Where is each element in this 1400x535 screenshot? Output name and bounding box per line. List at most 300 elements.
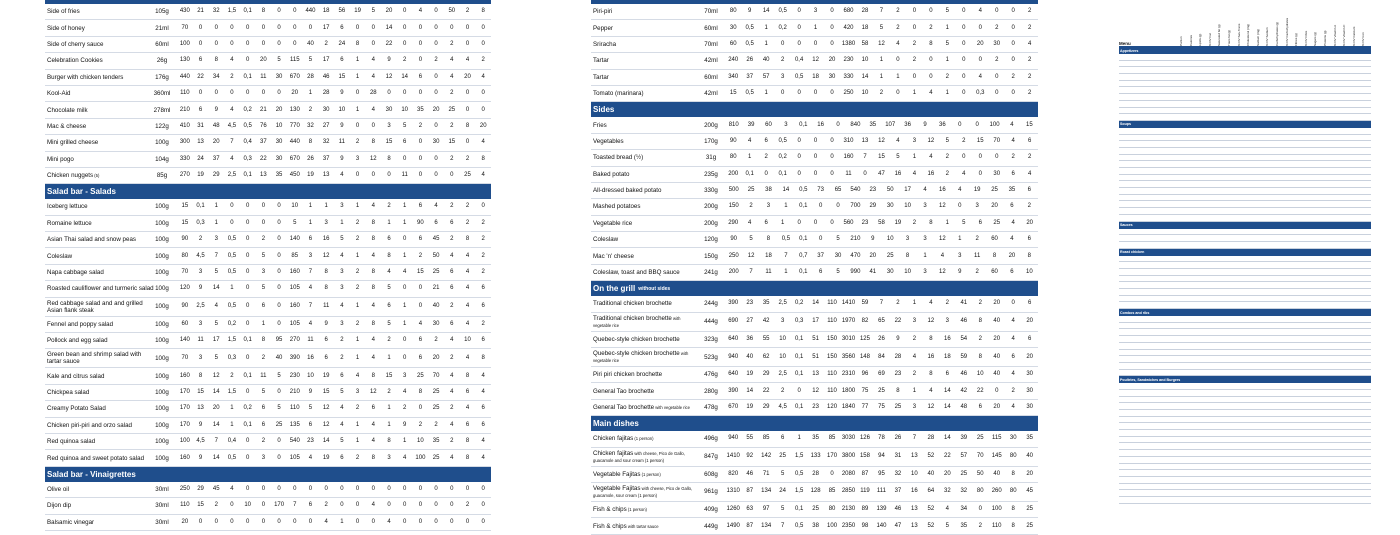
value-cell: 170	[179, 389, 190, 395]
value-cell: 3	[975, 203, 979, 210]
value-cell: 0	[434, 172, 438, 179]
value-cell: 22	[894, 318, 902, 325]
value-cell: 1380	[841, 40, 856, 47]
thumbnail-column-header: % DV Vitamin C	[1342, 24, 1347, 46]
value-cell: 0	[387, 172, 391, 179]
item-portion: 30ml	[155, 502, 169, 510]
value-cell: 0	[962, 57, 966, 64]
value-cell: 25	[747, 187, 755, 194]
value-cell: 9	[324, 320, 328, 327]
value-cell: 21	[197, 8, 204, 15]
value-cell: 7	[749, 269, 753, 276]
value-cell: 4	[978, 73, 982, 80]
value-cell: 4	[465, 320, 470, 327]
table-row	[45, 152, 491, 168]
value-cell: 0	[896, 90, 900, 97]
value-cell: 0	[277, 90, 281, 97]
value-cell: 28	[812, 470, 819, 477]
value-cell: 0	[481, 40, 485, 47]
value-cell: 2	[481, 252, 485, 259]
value-cell: 12	[927, 404, 935, 410]
value-cell: 22	[976, 387, 984, 394]
value-cell: 4	[308, 285, 313, 292]
value-cell: 200	[728, 269, 739, 276]
value-cell: 0	[371, 122, 375, 129]
value-cell: 130	[179, 57, 190, 64]
value-cell: 8	[465, 122, 470, 129]
value-cell: 6	[261, 303, 266, 310]
value-cell: 58	[878, 219, 885, 226]
value-cell: 140	[179, 337, 190, 344]
value-cell: 6	[764, 219, 768, 226]
value-cell: 10	[338, 106, 346, 113]
value-cell: 20	[828, 57, 836, 64]
value-cell: 2	[324, 40, 328, 47]
value-cell: 15	[417, 269, 424, 276]
table-row	[591, 150, 1038, 166]
value-cell: 1	[780, 219, 785, 226]
value-cell: 0	[830, 8, 834, 15]
value-cell: 37	[212, 155, 220, 162]
value-cell: 670	[728, 404, 739, 410]
value-cell: 9	[896, 335, 900, 342]
value-cell: 8	[766, 236, 771, 243]
value-cell: 2	[945, 300, 949, 307]
item-values	[725, 41, 1038, 48]
value-cell: 1	[308, 219, 313, 226]
value-cell: 105	[289, 320, 300, 327]
value-cell: 3	[780, 73, 785, 80]
value-cell: 6	[198, 57, 203, 64]
value-cell: 0	[403, 337, 407, 344]
thumbnail-column-header: Calories	[1188, 34, 1193, 46]
item-name-text: Vegetable Fajitas	[593, 470, 641, 478]
item-portion: 478g	[704, 404, 718, 411]
value-cell: 5	[261, 389, 266, 395]
value-cell: 1	[261, 320, 266, 327]
value-cell: 4	[929, 154, 933, 161]
thumbnail-row	[1119, 410, 1371, 417]
value-cell: 14	[401, 73, 409, 80]
item-name	[45, 203, 147, 210]
value-cell: 1,5	[227, 337, 237, 344]
item-portion: 496g	[704, 435, 718, 443]
value-cell: 12	[927, 137, 935, 144]
value-cell: 4	[1011, 318, 1015, 325]
value-cell: 0	[245, 518, 250, 525]
table-row	[45, 515, 491, 531]
table-row	[591, 53, 1038, 69]
value-cell: 46	[322, 73, 330, 80]
value-cell: 107	[885, 121, 896, 128]
item-values	[177, 236, 491, 243]
thumbnail-row	[1119, 329, 1371, 336]
value-cell: 3	[813, 8, 818, 15]
value-cell: 0	[797, 154, 801, 161]
value-cell: 0	[1011, 40, 1015, 47]
value-cell: 390	[728, 387, 739, 394]
value-cell: 20	[291, 90, 299, 97]
value-cell: 0	[995, 73, 999, 80]
value-cell: 134	[761, 488, 772, 495]
table-row	[591, 248, 1038, 264]
value-cell: 0	[830, 170, 834, 177]
value-cell: 2	[978, 522, 982, 529]
item-name-note: with vegetable rice	[593, 351, 689, 364]
table-row	[45, 102, 491, 118]
item-name	[591, 371, 697, 378]
value-cell: 2	[764, 154, 768, 161]
value-cell: 11	[338, 139, 345, 146]
value-cell: 2	[450, 155, 454, 162]
value-cell: 5	[749, 236, 753, 243]
thumbnail-row	[1119, 356, 1371, 363]
value-cell: 0,5	[781, 236, 791, 243]
value-cell: 0	[245, 24, 250, 31]
item-name-text: Balsamic vinegar	[47, 518, 95, 526]
value-cell: 24	[197, 155, 204, 162]
value-cell: 4,5	[227, 122, 237, 129]
item-values	[177, 389, 491, 396]
value-cell: 2130	[841, 506, 856, 513]
item-name	[45, 220, 147, 227]
value-cell: 0	[261, 90, 266, 97]
item-name	[591, 315, 697, 329]
value-cell: 6	[465, 389, 470, 395]
value-cell: 75	[861, 387, 869, 394]
item-name	[45, 172, 147, 179]
value-cell: 0	[450, 24, 454, 31]
value-cell: 8	[387, 438, 391, 445]
item-portion: 847g	[704, 453, 718, 461]
thumbnail-row	[1119, 229, 1371, 236]
value-cell: 18	[861, 24, 869, 31]
thumbnail-row	[1119, 302, 1371, 309]
value-cell: 3	[958, 252, 962, 259]
value-cell: 1	[340, 219, 344, 226]
value-cell: 6	[387, 236, 391, 243]
value-cell: 5	[836, 269, 840, 276]
value-cell: 40	[275, 354, 283, 361]
value-cell: 6	[1028, 300, 1032, 307]
value-cell: 60	[991, 269, 998, 276]
value-cell: 170	[827, 453, 838, 460]
item-name	[45, 253, 147, 260]
value-cell: 0,2	[243, 106, 252, 113]
value-cell: 4	[481, 389, 485, 395]
value-cell: 2	[1028, 57, 1032, 64]
value-cell: 4	[1011, 404, 1015, 410]
value-cell: 0	[293, 485, 297, 492]
value-cell: 25	[779, 453, 786, 460]
value-cell: 73	[817, 187, 824, 194]
value-cell: 0	[355, 90, 360, 97]
value-cell: 0,5	[243, 122, 252, 129]
value-cell: 50	[432, 252, 440, 259]
value-cell: 11	[260, 73, 267, 80]
value-cell: 7	[293, 502, 297, 509]
thumbnail-row	[1119, 74, 1371, 81]
thumbnail-column-header: % DV Vitamin A	[1332, 24, 1337, 46]
value-cell: 430	[179, 8, 190, 15]
thumbnail-row	[1119, 323, 1371, 330]
value-cell: 3	[945, 318, 949, 325]
thumbnail-row	[1119, 201, 1371, 208]
value-cell: 3560	[841, 353, 856, 360]
value-cell: 1	[355, 106, 360, 113]
value-cell: 14	[943, 404, 951, 410]
value-cell: 25	[464, 172, 471, 179]
thumbnail-row	[1119, 477, 1371, 484]
value-cell: 8	[465, 236, 470, 243]
table-row	[45, 265, 491, 281]
value-cell: 2	[355, 219, 360, 226]
value-cell: 2	[355, 454, 360, 461]
value-cell: 70	[993, 137, 1001, 144]
value-cell: 4	[465, 252, 470, 259]
item-name-text: Chocolate milk	[47, 106, 88, 114]
value-cell: 150	[827, 353, 838, 360]
value-cell: 4	[940, 252, 945, 259]
value-cell: 7	[784, 252, 788, 259]
table-row	[591, 296, 1038, 312]
value-cell: 3	[214, 236, 218, 243]
item-name-text: Quebec-style chicken brochette	[593, 335, 680, 343]
item-values	[177, 139, 491, 146]
value-cell: 20	[1026, 318, 1034, 325]
thumbnail-row	[1119, 181, 1371, 188]
item-name-text: Chicken piri-piri and orzo salad	[47, 421, 132, 429]
value-cell: 8	[324, 269, 328, 276]
value-cell: 0,1	[243, 372, 252, 379]
table-row	[45, 248, 491, 264]
value-cell: 6	[945, 371, 949, 378]
value-cell: 90	[730, 236, 738, 243]
value-cell: 37	[817, 252, 824, 259]
value-cell: 1490	[726, 522, 740, 529]
value-cell: 1	[355, 303, 360, 310]
value-cell: 0,5	[794, 522, 804, 529]
value-cell: 10	[779, 335, 786, 342]
value-cell: 6	[418, 354, 423, 361]
item-name-text: Fish & chips	[593, 506, 627, 514]
value-cell: 5	[308, 405, 313, 412]
value-cell: 32	[960, 488, 968, 495]
value-cell: 80	[181, 252, 189, 259]
value-cell: 8	[355, 40, 360, 47]
value-cell: 2,5	[196, 303, 205, 310]
value-cell: 4	[1010, 121, 1014, 128]
item-name-text: Piri piri chicken brochette	[593, 371, 663, 379]
item-name-text: Quebec-style chicken brochette	[593, 350, 680, 358]
value-cell: 2	[1028, 154, 1032, 161]
value-cell: 6	[450, 269, 454, 276]
value-cell: 8	[978, 318, 982, 325]
value-cell: 540	[850, 187, 861, 194]
value-cell: 0	[813, 90, 818, 97]
value-cell: 110	[827, 371, 837, 378]
value-cell: 0	[214, 24, 218, 31]
item-values	[725, 300, 1038, 307]
table-row	[45, 434, 491, 450]
table-row	[591, 518, 1038, 534]
value-cell: 0	[230, 40, 234, 47]
value-cell: 8	[481, 354, 485, 361]
value-cell: 840	[850, 121, 861, 128]
item-values	[725, 122, 1038, 129]
value-cell: 28	[894, 353, 902, 360]
value-cell: 6	[198, 106, 203, 113]
value-cell: 20	[993, 404, 1001, 410]
value-cell: 9	[958, 269, 962, 276]
value-cell: 16	[943, 335, 951, 342]
value-cell: 31	[894, 453, 902, 460]
value-cell: 0	[962, 154, 966, 161]
value-cell: 0	[929, 8, 933, 15]
value-cell: 0	[403, 40, 407, 47]
value-cell: 62	[762, 353, 770, 360]
value-cell: 390	[728, 300, 739, 307]
item-name	[45, 351, 147, 365]
value-cell: 25	[812, 506, 819, 513]
value-cell: 0	[245, 438, 250, 445]
table-row	[45, 232, 491, 248]
item-name	[591, 57, 697, 64]
value-cell: 0,1	[794, 404, 804, 410]
item-name	[45, 285, 154, 293]
value-cell: 135	[289, 421, 300, 428]
value-cell: 10	[886, 236, 894, 243]
thumbnail-row	[1119, 269, 1371, 276]
thumbnail-row	[1119, 289, 1371, 296]
value-cell: 8	[465, 454, 470, 461]
value-cell: 7	[912, 435, 917, 442]
thumbnail-row	[1119, 464, 1371, 471]
value-cell: 0	[958, 121, 962, 128]
value-cell: 14	[385, 24, 393, 31]
value-cell: 36	[904, 121, 911, 128]
value-cell: 2	[450, 40, 454, 47]
table-row	[45, 20, 491, 36]
value-cell: 0	[277, 320, 281, 327]
thumbnail-row	[1119, 383, 1371, 390]
item-values	[725, 203, 1038, 210]
item-values	[177, 303, 491, 310]
value-cell: 35	[1008, 187, 1016, 194]
value-cell: 0	[978, 24, 982, 31]
thumbnail-column-header: Carbohydrates (g)	[1274, 21, 1279, 46]
value-cell: 7	[879, 300, 884, 307]
value-cell: 0	[813, 170, 818, 177]
item-name	[45, 321, 147, 328]
value-cell: 6	[308, 236, 313, 243]
value-cell: 65	[878, 318, 885, 325]
value-cell: 15	[322, 389, 330, 395]
value-cell: 18	[322, 8, 330, 15]
item-values	[725, 354, 1038, 361]
value-cell: 25	[878, 387, 885, 394]
value-cell: 100	[179, 40, 190, 47]
value-cell: 160	[179, 372, 190, 379]
value-cell: 3	[324, 219, 328, 226]
value-cell: 14	[322, 438, 330, 445]
value-cell: 6	[450, 219, 454, 226]
value-cell: 20	[976, 40, 984, 47]
value-cell: 1	[784, 203, 788, 210]
value-cell: 18	[765, 252, 772, 259]
value-cell: 0,1	[243, 8, 252, 15]
value-cell: 0	[780, 40, 785, 47]
value-cell: 2	[418, 252, 423, 259]
item-portion: 30ml	[155, 518, 169, 526]
item-name	[45, 269, 147, 276]
value-cell: 8	[371, 139, 375, 146]
value-cell: 3	[766, 203, 771, 210]
value-cell: 18	[943, 353, 951, 360]
value-cell: 820	[728, 470, 739, 477]
value-cell: 0	[434, 518, 438, 525]
thumbnail-row	[1119, 423, 1371, 430]
value-cell: 0	[434, 155, 438, 162]
thumbnail-row	[1119, 128, 1371, 135]
value-cell: 0	[958, 203, 962, 210]
thumbnail-row	[1119, 316, 1371, 323]
value-cell: 105	[289, 454, 300, 461]
value-cell: 0,3	[243, 155, 252, 162]
item-portion: 449g	[704, 522, 718, 530]
value-cell: 60	[181, 320, 189, 327]
value-cell: 34	[212, 73, 220, 80]
table-row	[591, 502, 1038, 518]
value-cell: 139	[876, 506, 887, 513]
value-cell: 8	[1011, 522, 1015, 529]
value-cell: 14	[212, 454, 220, 461]
value-cell: 133	[810, 453, 821, 460]
value-cell: 16	[927, 170, 935, 177]
value-cell: 0	[340, 502, 344, 509]
value-cell: 2	[945, 73, 949, 80]
item-name	[45, 74, 147, 81]
value-cell: 5	[945, 40, 949, 47]
item-name	[591, 336, 697, 343]
value-cell: 87	[861, 470, 869, 477]
value-cell: 4	[371, 438, 375, 445]
value-cell: 80	[729, 8, 737, 15]
value-cell: 4	[481, 73, 485, 80]
value-cell: 7	[308, 269, 313, 276]
value-cell: 4	[450, 337, 454, 344]
value-cell: 6	[1010, 269, 1014, 276]
value-cell: 0	[830, 137, 834, 144]
value-cell: 260	[991, 488, 1002, 495]
item-values	[725, 435, 1038, 442]
item-portion: 100g	[155, 372, 169, 380]
value-cell: 6	[418, 236, 423, 243]
value-cell: 28	[369, 90, 377, 97]
item-portion: 100g	[155, 438, 169, 446]
value-cell: 0	[797, 24, 801, 31]
value-cell: 23	[812, 404, 819, 410]
item-name-text: Coleslaw	[47, 252, 73, 260]
value-cell: 20	[943, 470, 951, 477]
value-cell: 25	[448, 106, 456, 113]
value-cell: 7	[780, 522, 785, 529]
value-cell: 45	[1026, 488, 1034, 495]
item-portion: 330g	[704, 187, 718, 195]
value-cell: 2	[387, 337, 391, 344]
item-name	[45, 90, 147, 97]
thumbnail-row	[1119, 457, 1371, 464]
